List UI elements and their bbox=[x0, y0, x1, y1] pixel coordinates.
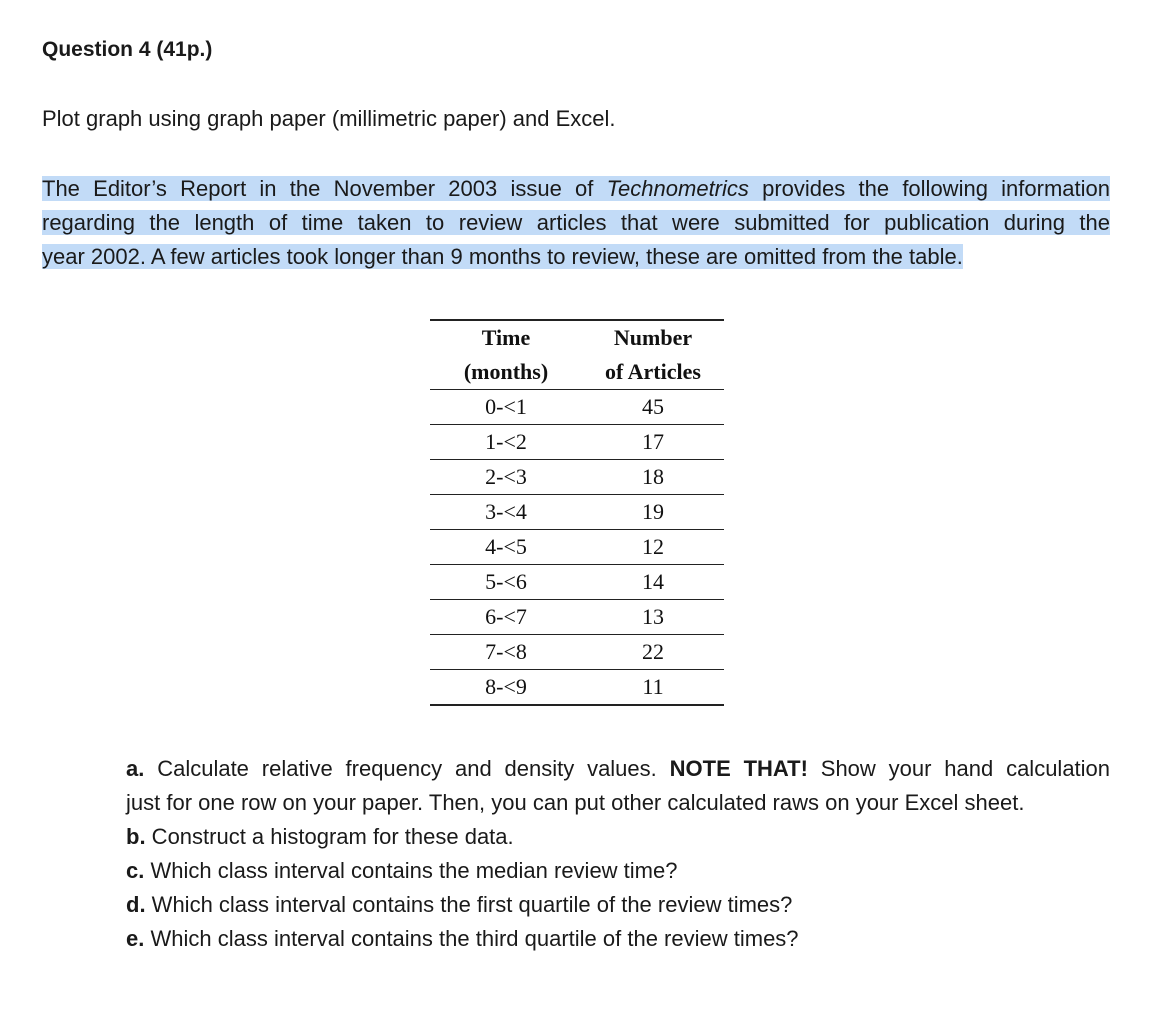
cell-number: 12 bbox=[582, 530, 724, 565]
table-row bbox=[430, 670, 724, 706]
part-a-text2: Show your hand calculation bbox=[807, 756, 1111, 781]
part-b-text: Construct a histogram for these data. bbox=[145, 824, 514, 849]
paragraph-line1-after: provides the following information bbox=[748, 176, 1110, 201]
cell-time: 1-<2 bbox=[430, 425, 582, 460]
cell-time: 4-<5 bbox=[430, 530, 582, 565]
header-of-articles: of Articles bbox=[582, 355, 724, 390]
part-c-text: Which class interval contains the median review time? bbox=[144, 858, 678, 883]
question-title: Question 4 (41p.) bbox=[42, 38, 213, 61]
table-row bbox=[430, 425, 724, 460]
part-d bbox=[126, 888, 1110, 922]
header-number: Number bbox=[582, 320, 724, 355]
cell-time: 7-<8 bbox=[430, 635, 582, 670]
cell-number: 14 bbox=[582, 565, 724, 600]
cell-time: 2-<3 bbox=[430, 460, 582, 495]
cell-time: 5-<6 bbox=[430, 565, 582, 600]
part-a-note: NOTE THAT! bbox=[669, 756, 808, 781]
cell-number: 11 bbox=[582, 670, 724, 706]
journal-name: Technometrics bbox=[606, 176, 749, 201]
cell-number: 19 bbox=[582, 495, 724, 530]
instruction-text: Plot graph using graph paper (millimetric paper) and Excel. bbox=[42, 106, 616, 131]
cell-time: 3-<4 bbox=[430, 495, 582, 530]
cell-time: 0-<1 bbox=[430, 390, 582, 425]
table-header-row-1 bbox=[430, 320, 724, 355]
part-a bbox=[126, 752, 1110, 820]
header-months: (months) bbox=[430, 355, 582, 390]
paragraph-line2-text: regarding the length of time taken to review articles that were submitted for publication during the bbox=[42, 210, 1110, 235]
cell-time: 6-<7 bbox=[430, 600, 582, 635]
part-a-label: a. bbox=[126, 756, 145, 781]
problem-paragraph bbox=[42, 172, 1110, 274]
table-row bbox=[430, 600, 724, 635]
question-parts bbox=[126, 752, 1110, 956]
cell-number: 17 bbox=[582, 425, 724, 460]
part-c bbox=[126, 854, 1110, 888]
header-time: Time bbox=[430, 320, 582, 355]
part-b bbox=[126, 820, 1110, 854]
table-row bbox=[430, 390, 724, 425]
part-a-text1: Calculate relative frequency and density values. bbox=[144, 756, 670, 781]
part-d-text: Which class interval contains the first quartile of the review times? bbox=[145, 892, 793, 917]
part-e-text: Which class interval contains the third quartile of the review times? bbox=[144, 926, 799, 951]
paragraph-line-2 bbox=[42, 206, 1110, 240]
cell-number: 13 bbox=[582, 600, 724, 635]
review-time-table bbox=[430, 319, 724, 706]
paragraph-line3-text: year 2002. A few articles took longer than 9 months to review, these are omitted from the table. bbox=[42, 244, 963, 269]
paragraph-line-3 bbox=[42, 240, 1110, 274]
table-row bbox=[430, 460, 724, 495]
part-a-line-1 bbox=[126, 752, 1110, 786]
part-a-text3: just for one row on your paper. Then, you can put other calculated raws on your Excel sheet. bbox=[126, 790, 1025, 815]
paragraph-line1-before: The Editor’s Report in the November 2003 issue of bbox=[42, 176, 607, 201]
part-e bbox=[126, 922, 1110, 956]
part-b-label: b. bbox=[126, 824, 146, 849]
table-header-row-2 bbox=[430, 355, 724, 390]
cell-number: 45 bbox=[582, 390, 724, 425]
part-d-label: d. bbox=[126, 892, 146, 917]
table-row bbox=[430, 565, 724, 600]
cell-time: 8-<9 bbox=[430, 670, 582, 706]
paragraph-line-1 bbox=[42, 172, 1110, 206]
part-c-label: c. bbox=[126, 858, 145, 883]
table-row bbox=[430, 635, 724, 670]
part-e-label: e. bbox=[126, 926, 145, 951]
cell-number: 18 bbox=[582, 460, 724, 495]
table-row bbox=[430, 530, 724, 565]
table-row bbox=[430, 495, 724, 530]
cell-number: 22 bbox=[582, 635, 724, 670]
